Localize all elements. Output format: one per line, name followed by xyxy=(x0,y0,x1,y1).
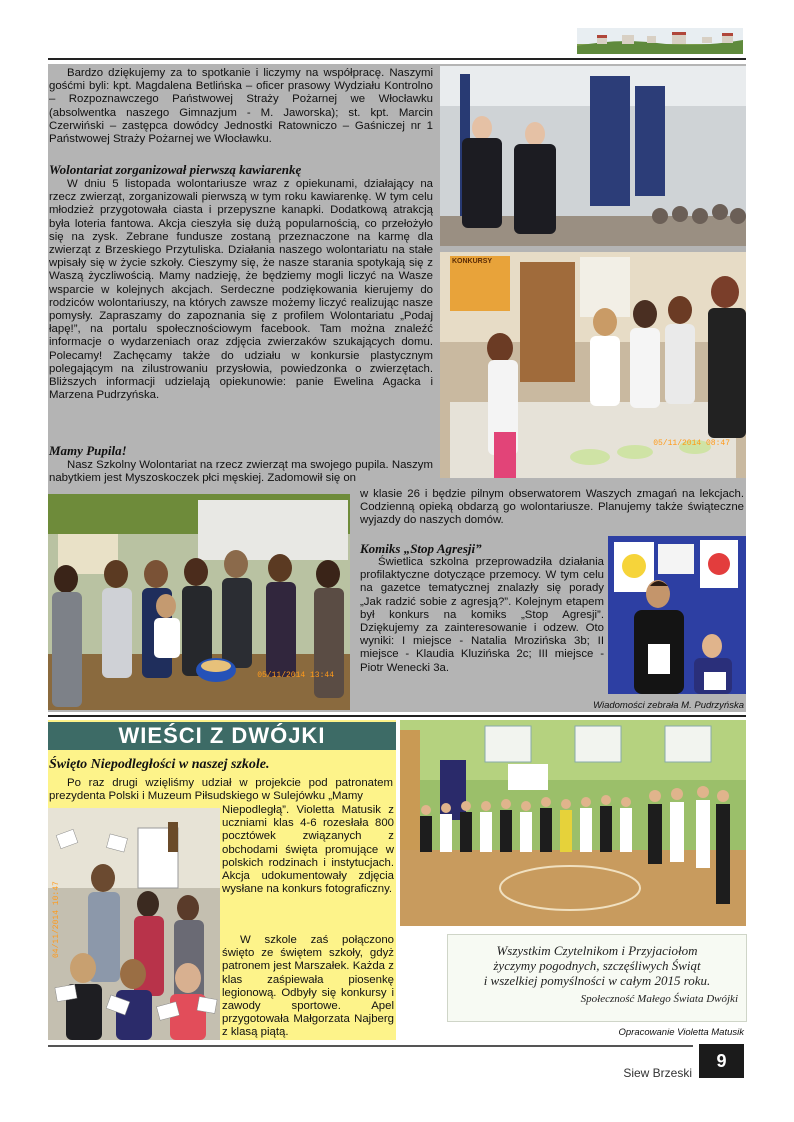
komiks-heading: Komiks „Stop Agresji” xyxy=(360,541,482,556)
page-number-box xyxy=(699,1044,744,1078)
pupil-heading: Mamy Pupila! xyxy=(49,443,127,458)
holiday-greeting-box xyxy=(447,934,747,1022)
photo-date-stamp: 05/11/2014 13:44 xyxy=(257,671,334,680)
greeting-line-2: życzymy pogodnych, szczęśliwych Świąt xyxy=(493,958,701,973)
section-title-bar: WIEŚCI Z DWÓJKI xyxy=(48,722,396,750)
kawiarenka-paragraph: W dniu 5 listopada wolontariusze wraz z opiekunami, działający na rzecz zwierząt, zorganizowali pierwszą w tym roku kawiarenkę. W tym celu młodzież przygotowała ciasta i przepyszne kanapki. Dodatkową atrakcją była loteria fantowa. Akcja cieszyła się dużą popularnością, co przełożyło się na zysk. Zebrane fundusze zostaną przeznaczone na karmę dla zwierząt z Brzeskiego Przytuliska. Działania naszego wolontariatu na stałe wpisały się w życie szkoły. Cieszymy się, że nasze starania spotykają się z Waszą życzliwością. Mamy nadzieję, że będziemy mogli liczyć na Wasze wsparcie w kolejnych akcjach. Serdeczne podziękowania kierujemy do rodziców wolontariuszy, na których zawsze możemy liczyć realizując nasze pomysły. Zapraszamy do zapoznania się z profilem Wolontariatu „Podaj łapę!”, na portalu społecznościowym facebook. Tam można znaleźć informacje o wydarzeniach oraz zdjęcia zwierzaków szukających domu. Polecamy! Zachęcamy także do udziału w konkursie plastycznym polegającym na zilustrowaniu przysłowia, powiedzonka o zwierzętach. Bliższych informacji udzielają opiekunowie: panie Ewelina Agacka i Marzena Pudrzyńska. xyxy=(49,178,433,402)
photo-hamster-class xyxy=(48,494,350,710)
pupil-paragraph-part2: w klasie 26 i będzie pilnym obserwatorem Waszych zmagań na lekcjach. Codzienną opieką obdarzą go wolontariusze. Planujemy także świąteczne wyjazdy do naszych domów. xyxy=(360,488,744,527)
photo-firefighters xyxy=(440,66,746,246)
footer-rule xyxy=(48,1045,693,1047)
swieto-paragraph-part2: Niepodległą”. Violetta Matusik z uczniami klas 4-6 rozesłała 800 pocztówek związanych z obchodami święta promujące w polskich rodzinach i instytucjach. Akcja udokumentowały zdjęcia wysłane na konkurs fotograficzny. xyxy=(222,804,394,896)
swieto-heading: Święto Niepodległości w naszej szkole. xyxy=(49,757,270,772)
kawiarenka-heading: Wolontariat zorganizował pierwszą kawiarenkę xyxy=(49,162,302,177)
header-rule xyxy=(48,58,746,60)
top-credit: Wiadomości zebrała M. Pudrzyńska xyxy=(593,700,744,711)
bottom-credit: Opracowanie Violetta Matusik xyxy=(618,1027,744,1038)
header-logo-image xyxy=(577,28,743,54)
photo-cafe-volunteers xyxy=(440,252,746,478)
photo-stop-agresji xyxy=(608,536,746,694)
photo-date-stamp: 05/11/2014 08:47 xyxy=(653,439,730,448)
greeting-line-3: i wszelkiej pomyślności w całym 2015 roku. xyxy=(483,973,711,988)
section-divider xyxy=(48,715,746,717)
swieto-paragraph-part3: W szkole zaś połączono święto ze świętem szkoły, gdyż patronem jest Marszałek. Każda z klas zaśpiewała piosenkę legionową. Odbyły się konkursy i zawody sportowe. Apel przygotowała Małgorzata Najberg z klasą piątą. xyxy=(222,934,394,1039)
photo-postcards xyxy=(48,808,220,1040)
greeting-signature: Społeczność Małego Świata Dwójki xyxy=(580,993,738,1005)
pupil-paragraph-part1: Nasz Szkolny Wolontariat na rzecz zwierząt ma swojego pupila. Naszym nabytkiem jest Myszoskoczek płci męskiej. Zadomowił się on xyxy=(49,459,433,485)
intro-paragraph: Bardzo dziękujemy za to spotkanie i liczymy na współpracę. Naszymi gośćmi byli: kpt. Magdalena Betlińska – oficer prasowy Wydziału Kontrolno – Rozpoznawczego Państwowej Straży Pożarnej we Włocławku (absolwentka naszego Gimnazjum - M. Jaworska); st. kpt. Marcin Czerwiński – zastępca dowódcy Jednostki Ratowniczo – Gaśniczej nr 1 Państwowej Straży Pożarnej we Włocławku. xyxy=(49,67,433,146)
page-number: 9 xyxy=(716,1051,727,1071)
footer-publication-title: Siew Brzeski xyxy=(623,1066,692,1080)
photo-sign-label: KONKURSY xyxy=(452,258,493,265)
komiks-paragraph: Świetlica szkolna przeprowadziła działania profilaktyczne dotyczące przemocy. W tym celu na gazetce tematycznej znalazły się porady „Jak radzić sobie z agresją?”. Kolejnym etapem był konkurs na komiks „Stop Agresji”. Dziękujemy za zainteresowanie i odzew. Oto wyniki: I miejsce - Natalia Mrozińska 3b; II miejsce - Klaudia Kluzińska 2c; III miejsce - Piotr Wenecki 3a. xyxy=(360,556,604,674)
photo-gym-celebration xyxy=(400,720,746,926)
photo-date-stamp: 04/11/2014 10:47 xyxy=(52,881,61,958)
greeting-line-1: Wszystkim Czytelnikom i Przyjaciołom xyxy=(496,943,698,958)
swieto-paragraph-part1: Po raz drugi wzięliśmy udział w projekcie pod patronatem prezydenta Polski i Muzeum Piłsudskiego w Sulejówku „Mamy xyxy=(49,777,393,803)
